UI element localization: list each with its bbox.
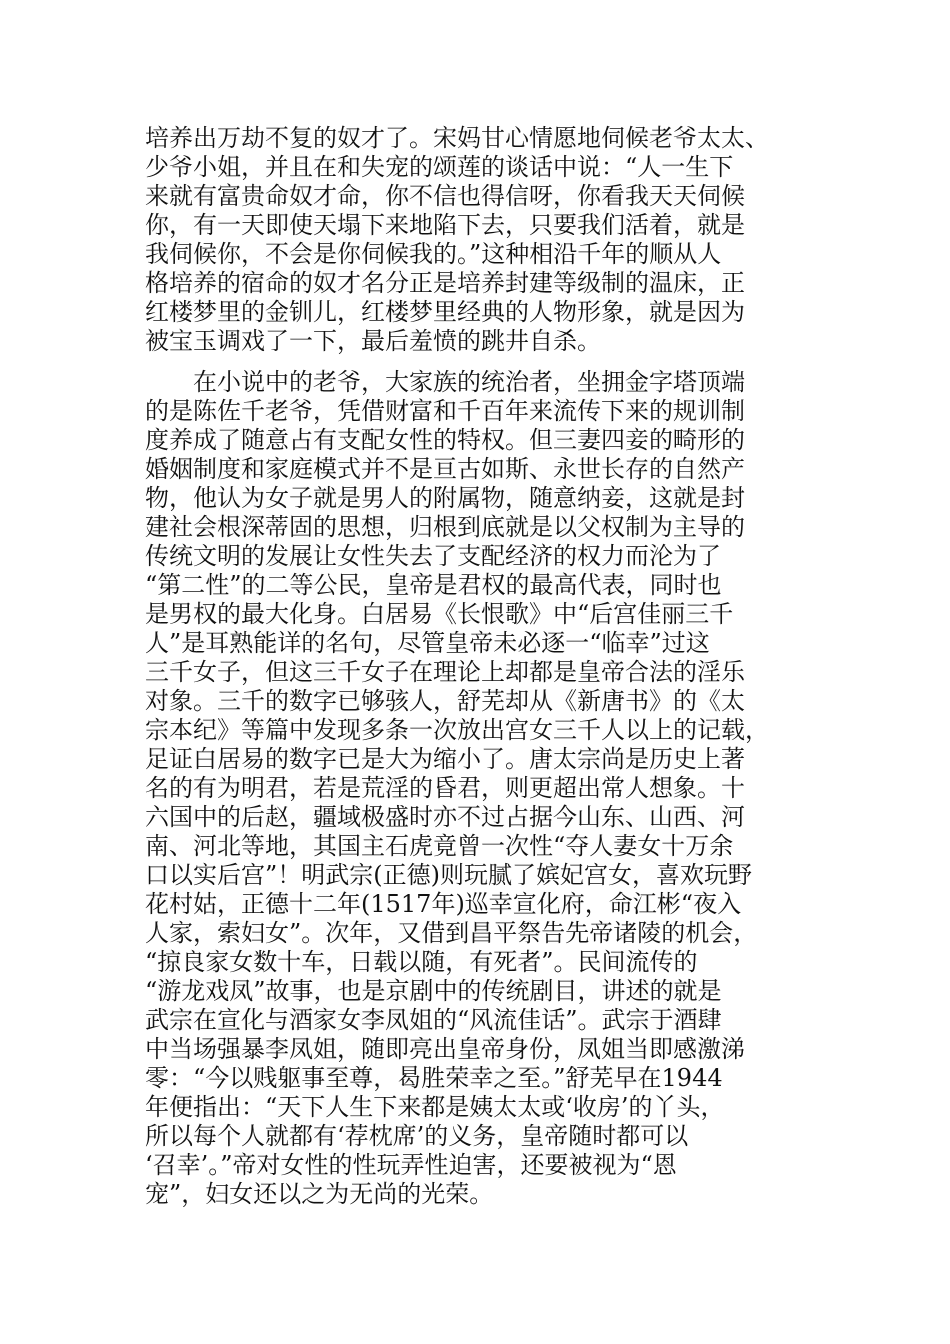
paragraph-line: 花村姑，正德十二年(1517年)巡幸宣化府，命江彬“夜入 [145, 890, 742, 918]
paragraph-line: 你，有一天即使天塌下来地陷下去，只要我们活着，就是 [145, 211, 745, 239]
paragraph-line: 零：“今以贱躯事至尊，曷胜荣幸之至。”舒芜早在1944 [145, 1064, 723, 1092]
paragraph-line: 来就有富贵命奴才命，你不信也得信呀，你看我天天伺候 [145, 182, 745, 210]
paragraph-line: “第二性”的二等公民，皇帝是君权的最高代表，同时也 [145, 571, 722, 599]
paragraph-line: “游龙戏凤”故事，也是京剧中的传统剧目，讲述的就是 [145, 977, 722, 1005]
paragraph-line: 的是陈佐千老爷，凭借财富和千百年来流传下来的规训制 [145, 397, 745, 425]
paragraph-line: 南、河北等地，其国主石虎竟曾一次性“夺人妻女十万余 [145, 832, 734, 860]
paragraph-line: 足证白居易的数字已是大为缩小了。唐太宗尚是历史上著 [145, 745, 745, 773]
paragraph-line: 人”是耳熟能详的名句，尽管皇帝未必逐一“临幸”过这 [145, 629, 710, 657]
paragraph-line: 格培养的宿命的奴才名分正是培养封建等级制的温床，正 [145, 269, 745, 297]
paragraph-line: 宠”，妇女还以之为无尚的光荣。 [145, 1180, 494, 1208]
paragraph-line: 口以实后宫”！明武宗(正德)则玩腻了嫔妃宫女，喜欢玩野 [145, 861, 752, 889]
paragraph-line: 武宗在宣化与酒家女李凤姐的“风流佳话”。武宗于酒肆 [145, 1006, 722, 1034]
paragraph-line: 年便指出：“天下人生下来都是姨太太或‘收房’的丫头， [145, 1093, 725, 1121]
paragraph-line: 在小说中的老爷，大家族的统治者，坐拥金字塔顶端 [145, 368, 745, 396]
paragraph-line: 三千女子，但这三千女子在理论上却都是皇帝合法的淫乐 [145, 658, 745, 686]
paragraph-line: 人家，索妇女”。次年，又借到昌平祭告先帝诸陵的机会， [145, 919, 758, 947]
paragraph-line: 少爷小姐，并且在和失宠的颂莲的谈话中说：“人一生下 [145, 153, 734, 181]
paragraph-line: 物，他认为女子就是男人的附属物，随意纳妾，这就是封 [145, 484, 745, 512]
paragraph-line: 名的有为明君，若是荒淫的昏君，则更超出常人想象。十 [145, 774, 745, 802]
paragraph-2 [145, 368, 805, 1209]
paragraph-line: 传统文明的发展让女性失去了支配经济的权力而沦为了 [145, 542, 721, 570]
paragraph-line: 我伺候你，不会是你伺候我的。”这种相沿千年的顺从人 [145, 240, 722, 268]
paragraph-line: 宗本纪》等篇中发现多条一次放出宫女三千人以上的记载， [145, 716, 769, 744]
paragraph-1 [145, 124, 805, 356]
paragraph-line: 婚姻制度和家庭模式并不是亘古如斯、永世长存的自然产 [145, 455, 745, 483]
paragraph-line: 对象。三千的数字已够骇人，舒芜却从《新唐书》的《太 [145, 687, 745, 715]
paragraph-line: 六国中的后赵，疆域极盛时亦不过占据今山东、山西、河 [145, 803, 745, 831]
paragraph-line: 培养出万劫不复的奴才了。宋妈甘心情愿地伺候老爷太太、 [145, 124, 769, 152]
paragraph-line: 度养成了随意占有支配女性的特权。但三妻四妾的畸形的 [145, 426, 745, 454]
paragraph-line: 被宝玉调戏了一下，最后羞愤的跳井自杀。 [145, 327, 601, 355]
paragraph-line: 中当场强暴李凤姐，随即亮出皇帝身份，凤姐当即感激涕 [145, 1035, 745, 1063]
paragraph-line: 红楼梦里的金钏儿，红楼梦里经典的人物形象，就是因为 [145, 298, 745, 326]
paragraph-line: ‘召幸’。”帝对女性的性玩弄性迫害，还要被视为“恩 [145, 1151, 677, 1179]
paragraph-line: 所以每个人就都有‘荐枕席’的义务，皇帝随时都可以 [145, 1122, 689, 1150]
paragraph-line: 是男权的最大化身。白居易《长恨歌》中“后宫佳丽三千 [145, 600, 734, 628]
paragraph-line: “掠良家女数十车，日载以随，有死者”。民间流传的 [145, 948, 698, 976]
paragraph-line: 建社会根深蒂固的思想，归根到底就是以父权制为主导的 [145, 513, 745, 541]
